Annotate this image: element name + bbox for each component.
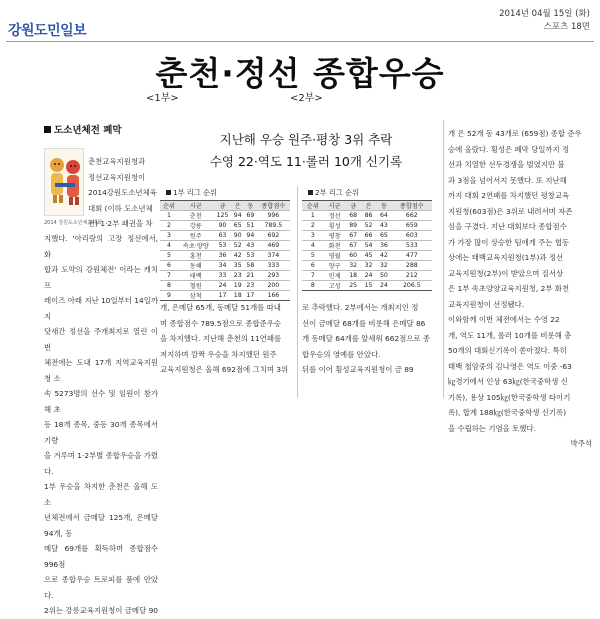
section-label (44, 122, 122, 136)
table-cell: 8 (160, 281, 178, 291)
table-cell: 94 (244, 231, 257, 241)
article-column-4 (448, 126, 592, 452)
subheadline-1: 지난해 우승 원주·평창 3위 추락 (219, 132, 393, 147)
table-cell: 52 (361, 221, 376, 231)
league1-standings-table (160, 200, 290, 301)
article-line: 개, 은메달 65개, 동메달 51개를 따내 (160, 303, 281, 312)
table-cell: 200 (257, 281, 290, 291)
table-cell: 홍천 (178, 251, 214, 261)
table-row (302, 221, 432, 231)
table-header-row (302, 201, 432, 211)
table-row (160, 211, 290, 221)
headline: 춘천·정선 종합우승 (155, 54, 445, 93)
table-cell: 43 (376, 221, 391, 231)
table-cell: 속초·양양 (178, 241, 214, 251)
table-cell: 65 (376, 231, 391, 241)
article-line: 저지하며 깜짝 우승을 차지했던 원주 (160, 349, 277, 359)
masthead-rule (6, 41, 594, 42)
table-cell: 32 (361, 261, 376, 271)
table-cell: 333 (257, 261, 290, 271)
article-line: 대회 (이하 도소년체 (88, 203, 153, 213)
table-cell: 32 (346, 261, 361, 271)
issue-date: 2014년 04월 15일 (화) (499, 9, 590, 19)
table-cell: 영월 (324, 251, 346, 261)
table-cell: 469 (257, 241, 290, 251)
table-cell: 34 (214, 261, 232, 271)
table-cell: 4 (302, 241, 324, 251)
article-line: 교육지원청이 선정됐다. (448, 299, 525, 309)
article-line: 전) 1·2부 패권을 차 (88, 219, 153, 228)
column-divider (443, 120, 444, 398)
table-row (160, 261, 290, 271)
article-line: 레이즈 아래 지난 10일부터 14일까지 (44, 296, 158, 321)
table-cell: 인제 (324, 271, 346, 281)
table-cell: 43 (244, 241, 257, 251)
table-cell: 18 (231, 291, 244, 301)
table-cell: 24 (214, 281, 232, 291)
column-header: 금 (346, 201, 361, 211)
table-cell: 54 (361, 241, 376, 251)
column-header: 동 (376, 201, 391, 211)
table-cell: 9 (160, 291, 178, 301)
table-cell: 692 (257, 231, 290, 241)
table-row (302, 241, 432, 251)
table-cell: 288 (392, 261, 432, 271)
table-cell: 2 (302, 221, 324, 231)
table-row (160, 241, 290, 251)
article-line: 과 3점을 넘어서지 못했다. 또 지난해 (448, 175, 567, 185)
table-cell: 67 (346, 231, 361, 241)
table-cell: 36 (376, 241, 391, 251)
mascot-illustration (45, 149, 85, 217)
table-cell: 춘천 (178, 211, 214, 221)
column-header: 종합점수 (257, 201, 290, 211)
table-cell: 52 (231, 241, 244, 251)
article-line: 년체전에서 금메달 125개, 은메달 94개, 동 (44, 513, 158, 538)
table-cell: 50 (376, 271, 391, 281)
league2-standings-table (302, 200, 432, 291)
table-cell: 996 (257, 211, 290, 221)
table-cell: 45 (361, 251, 376, 261)
table-cell: 33 (214, 271, 232, 281)
table-cell: 5 (160, 251, 178, 261)
article-line: 50개의 대회신기록이 쏟아졌다. 특히 (448, 346, 567, 355)
article-line: 정선교육지원청이 (88, 172, 146, 182)
table-row (302, 261, 432, 271)
column-header: 종합점수 (392, 201, 432, 211)
table-row (160, 281, 290, 291)
table-cell: 86 (361, 211, 376, 221)
table-cell: 17 (244, 291, 257, 301)
column-header: 금 (214, 201, 232, 211)
article-line: 개, 역도 11개, 롤러 10개를 비롯해 총 (448, 330, 572, 340)
table-cell: 212 (392, 271, 432, 281)
table-cell: 789.5 (257, 221, 290, 231)
article-line: 개 동메달 64개를 앞세워 662점으로 종 (302, 334, 431, 343)
table-row (160, 221, 290, 231)
table-cell: 평창 (324, 231, 346, 241)
table-cell: 35 (231, 261, 244, 271)
issue-section: 스포츠 18면 (543, 22, 590, 32)
table-cell: 횡성 (324, 221, 346, 231)
table-cell: 58 (244, 261, 257, 271)
table-cell: 89 (346, 221, 361, 231)
article-line: 메달 69개를 획득하며 종합점수 996점 (44, 544, 158, 569)
article-line: 교육지원청(2부)이 받았으며 질서상 (448, 268, 564, 278)
table-cell: 8 (302, 281, 324, 291)
table-cell: 68 (346, 211, 361, 221)
table-cell: 6 (160, 261, 178, 271)
article-line: 로 추락했다. 2부에서는 개최지인 정 (302, 303, 419, 312)
table-cell: 17 (214, 291, 232, 301)
article-line: 심을 구겼다. 지난 대회보다 종합점수 (448, 222, 567, 231)
headline-part-1: <1부> (146, 93, 179, 104)
article-line: 교육지원청은 올해 692점에 그치며 3위 (160, 365, 289, 374)
article-line: 을 수립하는 기염을 토했다. (448, 423, 536, 433)
section-label-text: 도소년체전 폐막 (54, 125, 122, 136)
table-cell: 원주 (178, 231, 214, 241)
article-line: 2014강원도소년체육 (88, 188, 157, 197)
article-line: 태백 철암중의 김나영은 역도 이중 -63 (448, 361, 572, 371)
table-cell: 강릉 (178, 221, 214, 231)
table-row (160, 291, 290, 301)
table-row (160, 251, 290, 261)
table-cell: 24 (376, 281, 391, 291)
table-cell: 3 (160, 231, 178, 241)
newspaper-logo: 강원도민일보 (8, 23, 87, 39)
table-cell: 166 (257, 291, 290, 301)
article-line: 2위는 강릉교육지원청이 금메달 90 (44, 606, 158, 615)
table-cell: 42 (376, 251, 391, 261)
table-cell: 25 (346, 281, 361, 291)
article-line: 1부 우승을 차지한 춘천은 올해 도소 (44, 482, 158, 507)
table-cell: 374 (257, 251, 290, 261)
table-cell: 36 (214, 251, 232, 261)
issue-info (499, 8, 590, 34)
article-line: 을 차지했다. 지난해 춘천의 11연패를 (160, 334, 282, 343)
table1-title (166, 188, 217, 198)
article-line: 지했다. '아리랑의 고장 정선에서, 화 (44, 234, 158, 259)
column-header: 은 (231, 201, 244, 211)
article-column-1-bottom (44, 231, 158, 619)
article-line: 지원청(603점)은 3위로 내려서며 자존 (448, 206, 573, 216)
square-bullet-icon (44, 126, 51, 133)
article-line: 이와함께 이번 체전에서는 수영 22 (448, 315, 560, 324)
table-cell: 293 (257, 271, 290, 281)
table-cell: 65 (231, 221, 244, 231)
article-column-3 (302, 300, 435, 378)
table-cell: 90 (214, 221, 232, 231)
table-cell: 659 (392, 221, 432, 231)
article-line: 을 겨루며 1·2부별 종합우승을 가렸다. (44, 451, 158, 476)
table-cell: 533 (392, 241, 432, 251)
article-line: 합과 도약의 강원체전' 이라는 캐치프 (44, 265, 158, 290)
article-line: 승에 올랐다. 횡성은 폐막 당일까지 정 (448, 144, 570, 154)
table-cell: 23 (231, 271, 244, 281)
article-line: 선과 치열한 선두경쟁을 벌였지만 불 (448, 160, 565, 169)
article-column-1-top (88, 154, 158, 232)
table-row (160, 271, 290, 281)
article-line: 합우승의 영예를 안았다. (302, 349, 381, 359)
table-cell: 19 (231, 281, 244, 291)
square-bullet-icon (166, 190, 171, 195)
table1-title-text: 1부 리그 순위 (173, 188, 217, 197)
table-cell: 603 (392, 231, 432, 241)
table-cell: 60 (346, 251, 361, 261)
table-cell: 철원 (178, 281, 214, 291)
table-cell: 90 (231, 231, 244, 241)
table-cell: 662 (392, 211, 432, 221)
table-cell: 고성 (324, 281, 346, 291)
article-line: 은 1부 속초양양교육지원청, 2부 화천 (448, 284, 570, 293)
table-cell: 7 (160, 271, 178, 281)
article-line: 가 가장 많이 상승한 팀에게 주는 협동 (448, 237, 570, 247)
mascot-photo (44, 148, 84, 216)
table-cell: 6 (302, 261, 324, 271)
article-line: 체전에는 도내 17개 지역교육지원청 소 (44, 358, 158, 383)
table2-title (308, 188, 359, 198)
table-cell: 3 (302, 231, 324, 241)
table-cell: 64 (376, 211, 391, 221)
photo-caption: 2014 강원도소년체육대회 (44, 220, 102, 226)
table-cell: 53 (244, 251, 257, 261)
table-cell: 동해 (178, 261, 214, 271)
table-cell: 1 (160, 211, 178, 221)
table-cell: 2 (160, 221, 178, 231)
headline-part-2: <2부> (290, 93, 323, 104)
table-cell: 18 (346, 271, 361, 281)
table-cell: 32 (376, 261, 391, 271)
table-row (302, 271, 432, 281)
column-header: 은 (361, 201, 376, 211)
table-cell: 1 (302, 211, 324, 221)
table-row (160, 231, 290, 241)
column-header: 순위 (160, 201, 178, 211)
table-cell: 69 (244, 211, 257, 221)
table-cell: 67 (346, 241, 361, 251)
table-cell: 94 (231, 211, 244, 221)
table-cell: 7 (302, 271, 324, 281)
table-header-row (160, 201, 290, 211)
table-cell: 206.5 (392, 281, 432, 291)
article-line: 등 18개 종목, 중등 30개 종목에서 기량 (44, 420, 158, 445)
table-cell: 23 (244, 281, 257, 291)
article-line: 개 은 52개 동 43개로 (659점) 종합 준우 (448, 129, 582, 138)
table-cell: 66 (361, 231, 376, 241)
byline: 박주석 (570, 439, 592, 448)
table-cell: 53 (214, 241, 232, 251)
table-cell: 4 (160, 241, 178, 251)
article-line: 으로 종합우승 트로피를 품에 안았다. (44, 575, 158, 600)
table-cell: 삼척 (178, 291, 214, 301)
table-cell: 125 (214, 211, 232, 221)
article-line: 춘천교육지원청과 (88, 157, 146, 166)
column-header: 동 (244, 201, 257, 211)
table-row (302, 251, 432, 261)
table-cell: 화천 (324, 241, 346, 251)
article-line: 기록), 용상 105㎏(한국중학생 타이기 (448, 392, 571, 402)
subheadline-2: 수영 22·역도 11·롤러 10개 신기록 (209, 154, 403, 169)
article-line: 선이 금메달 68개를 비롯해 은메달 86 (302, 318, 426, 328)
article-line: 록), 합계 188㎏(한국중학생 신기록) (448, 408, 567, 417)
table-cell: 42 (231, 251, 244, 261)
article-line: 며 종합점수 789.5점으로 종합준우승 (160, 318, 282, 328)
table-cell: 정선 (324, 211, 346, 221)
table-cell: 양구 (324, 261, 346, 271)
article-line: 상에는 태백교육지원청(1부)과 정선 (448, 253, 564, 262)
article-line: 닷새간 정선을 주개최지로 열린 이번 (44, 327, 158, 352)
column-header: 시군 (178, 201, 214, 211)
column-header: 시군 (324, 201, 346, 211)
table-row (302, 211, 432, 221)
article-line: 까지 대회 2연패를 차지했던 평창교육 (448, 191, 570, 200)
table-cell: 21 (244, 271, 257, 281)
article-line: 속 5273명의 선수 및 임원이 참가해 초 (44, 389, 158, 414)
table-cell: 태백 (178, 271, 214, 281)
article-line: 뒤를 이어 횡성교육지원청이 금 89 (302, 365, 414, 374)
table-row (302, 281, 432, 291)
table-cell: 477 (392, 251, 432, 261)
table-row (302, 231, 432, 241)
column-divider (297, 186, 298, 398)
table2-title-text: 2부 리그 순위 (315, 188, 359, 197)
square-bullet-icon (308, 190, 313, 195)
table-cell: 24 (361, 271, 376, 281)
column-header: 순위 (302, 201, 324, 211)
table-cell: 5 (302, 251, 324, 261)
article-line: ㎏경기에서 인상 63㎏(한국중학생 신 (448, 377, 568, 386)
article-column-2 (160, 300, 293, 378)
table-cell: 51 (244, 221, 257, 231)
table-cell: 15 (361, 281, 376, 291)
table-cell: 63 (214, 231, 232, 241)
